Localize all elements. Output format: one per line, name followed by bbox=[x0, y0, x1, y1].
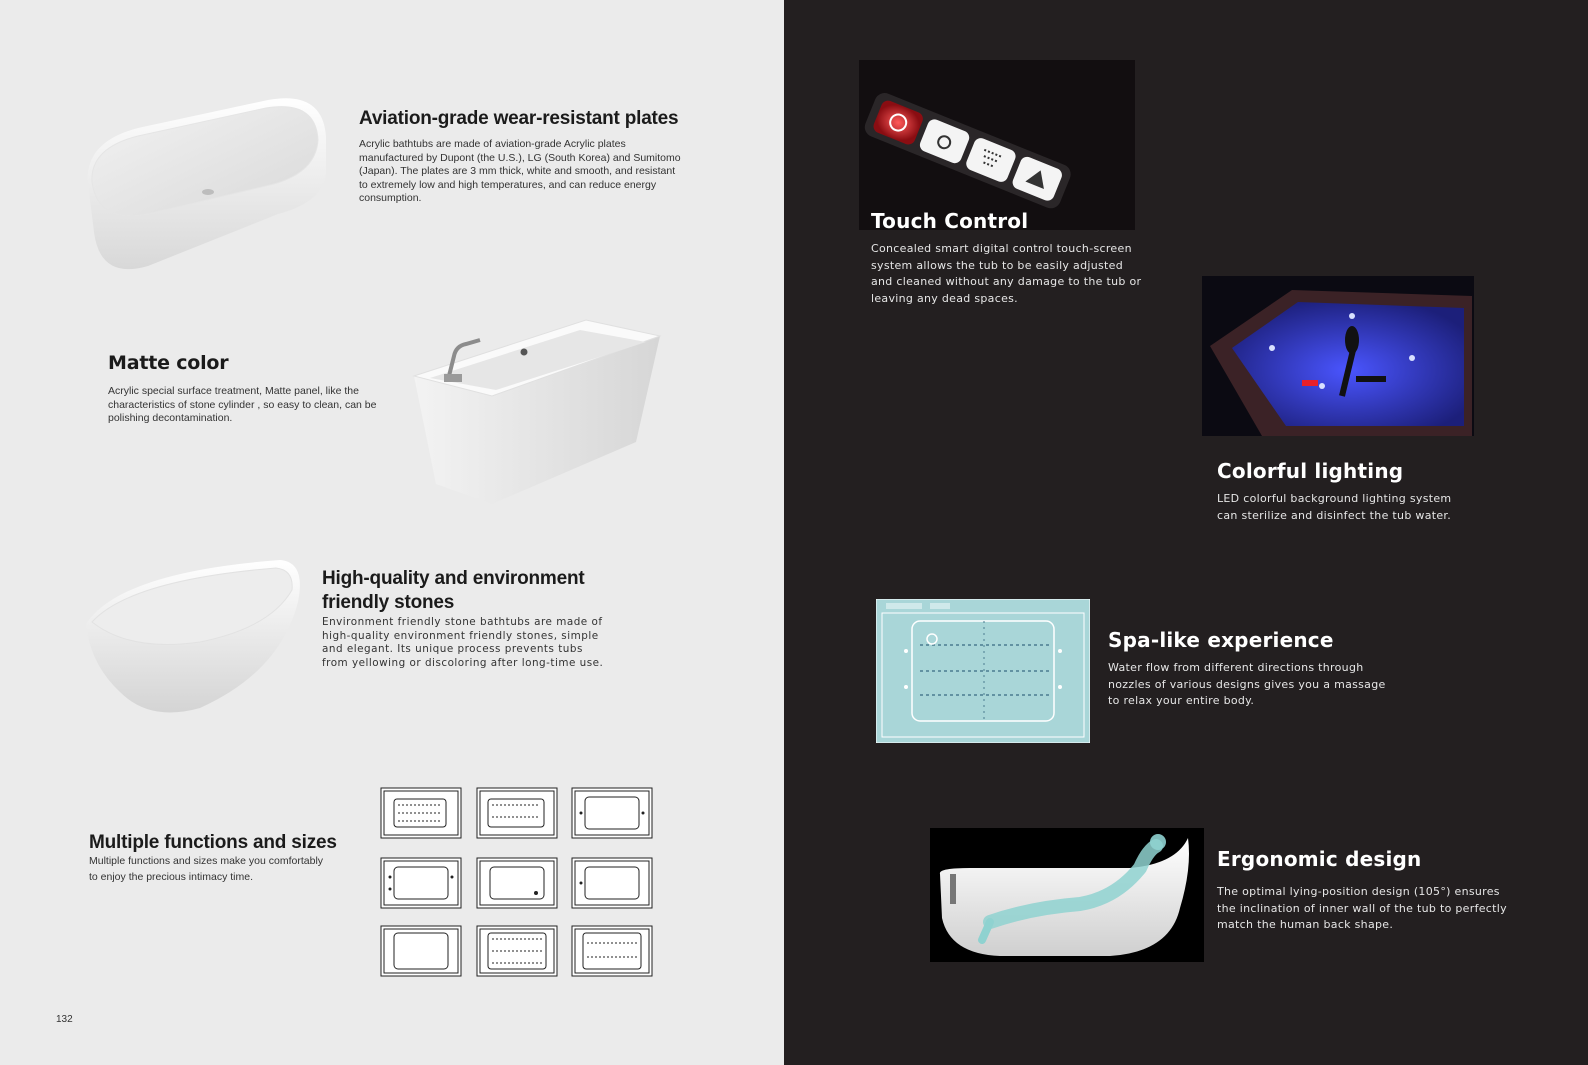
aviation-line-3: (Japan). The plates are 3 mm thick, white and smooth, and resistant bbox=[359, 165, 676, 177]
tub-diagram bbox=[476, 857, 558, 909]
stone-line-3: and elegant. Its unique process prevents tubs bbox=[322, 643, 583, 655]
touch-line-1: Concealed smart digital control touch-screen bbox=[871, 242, 1132, 255]
spa-line-2: nozzles of various designs gives you a massage bbox=[1108, 677, 1386, 691]
matte-description bbox=[108, 385, 408, 426]
stone-title-line-2: friendly stones bbox=[322, 592, 455, 613]
tub-diagram bbox=[571, 857, 653, 909]
touch-line-4: leaving any dead spaces. bbox=[871, 291, 1018, 305]
aviation-line-4: to extremely low and high temperatures, and can reduce energy bbox=[359, 178, 657, 191]
spa-title: Spa-like experience bbox=[1108, 628, 1334, 652]
aviation-line-1: Acrylic bathtubs are made of aviation-grade Acrylic plates bbox=[359, 138, 626, 150]
matte-line-3: polishing decontamination. bbox=[108, 412, 233, 424]
sizes-description bbox=[89, 854, 369, 885]
tub-diagram bbox=[571, 925, 653, 977]
stone-bathtub-image bbox=[80, 552, 306, 716]
aviation-line-2: manufactured by Dupont (the U.S.), LG (South Korea) and Sumitomo bbox=[359, 151, 681, 164]
stone-line-2: high-quality environment friendly stones, simple bbox=[322, 629, 599, 642]
touch-line-3: and cleaned without any damage to the tub or bbox=[871, 275, 1142, 288]
spa-line-3: to relax your entire body. bbox=[1108, 694, 1255, 707]
matte-title: Matte color bbox=[108, 352, 229, 374]
sizes-line-2: to enjoy the precious intimacy time. bbox=[89, 870, 253, 883]
touch-control-image bbox=[859, 60, 1135, 230]
tub-diagram bbox=[380, 925, 462, 977]
tub-diagram bbox=[571, 787, 653, 839]
ergonomic-description bbox=[1217, 884, 1517, 934]
spa-line-1: Water flow from different directions through bbox=[1108, 661, 1364, 674]
rectangular-bathtub-image bbox=[410, 316, 664, 506]
tub-diagram bbox=[380, 857, 462, 909]
oval-bathtub-image bbox=[78, 92, 336, 274]
ergonomic-line-1: The optimal lying-position design (105°) ensures bbox=[1217, 885, 1500, 898]
sizes-title: Multiple functions and sizes bbox=[89, 832, 337, 853]
aviation-line-5: consumption. bbox=[359, 192, 422, 204]
stone-title-line-1: High-quality and environment bbox=[322, 568, 585, 589]
matte-line-2: characteristics of stone cylinder , so easy to clean, can be bbox=[108, 398, 377, 411]
ergonomic-line-2: the inclination of inner wall of the tub to perfectly bbox=[1217, 901, 1507, 915]
ergonomic-title: Ergonomic design bbox=[1217, 847, 1422, 871]
touch-title: Touch Control bbox=[871, 209, 1029, 233]
spa-description bbox=[1108, 660, 1418, 710]
ergonomic-line-3: match the human back shape. bbox=[1217, 918, 1394, 931]
aviation-description bbox=[359, 138, 719, 206]
lighting-line-2: can sterilize and disinfect the tub water. bbox=[1217, 508, 1452, 522]
tub-diagram bbox=[476, 925, 558, 977]
lighting-description bbox=[1217, 491, 1517, 524]
matte-line-1: Acrylic special surface treatment, Matte panel, like the bbox=[108, 385, 359, 397]
left-page bbox=[0, 0, 784, 1065]
touch-description bbox=[871, 241, 1171, 307]
led-lighting-image bbox=[1202, 276, 1474, 436]
stone-line-1: Environment friendly stone bathtubs are made of bbox=[322, 616, 603, 628]
ergonomic-image bbox=[930, 828, 1204, 962]
page-number: 132 bbox=[56, 1014, 73, 1025]
lighting-line-1: LED colorful background lighting system bbox=[1217, 492, 1452, 505]
aviation-title: Aviation-grade wear-resistant plates bbox=[359, 108, 679, 129]
stone-title bbox=[322, 567, 585, 615]
tub-diagram bbox=[476, 787, 558, 839]
touch-line-2: system allows the tub to be easily adjusted bbox=[871, 258, 1123, 272]
spa-jets-diagram bbox=[876, 599, 1090, 743]
stone-line-4: from yellowing or discoloring after long-time use. bbox=[322, 656, 604, 669]
right-page bbox=[784, 0, 1588, 1065]
tub-diagram bbox=[380, 787, 462, 839]
lighting-title: Colorful lighting bbox=[1217, 459, 1404, 483]
sizes-line-1: Multiple functions and sizes make you comfortably bbox=[89, 855, 324, 867]
stone-description bbox=[322, 616, 642, 670]
